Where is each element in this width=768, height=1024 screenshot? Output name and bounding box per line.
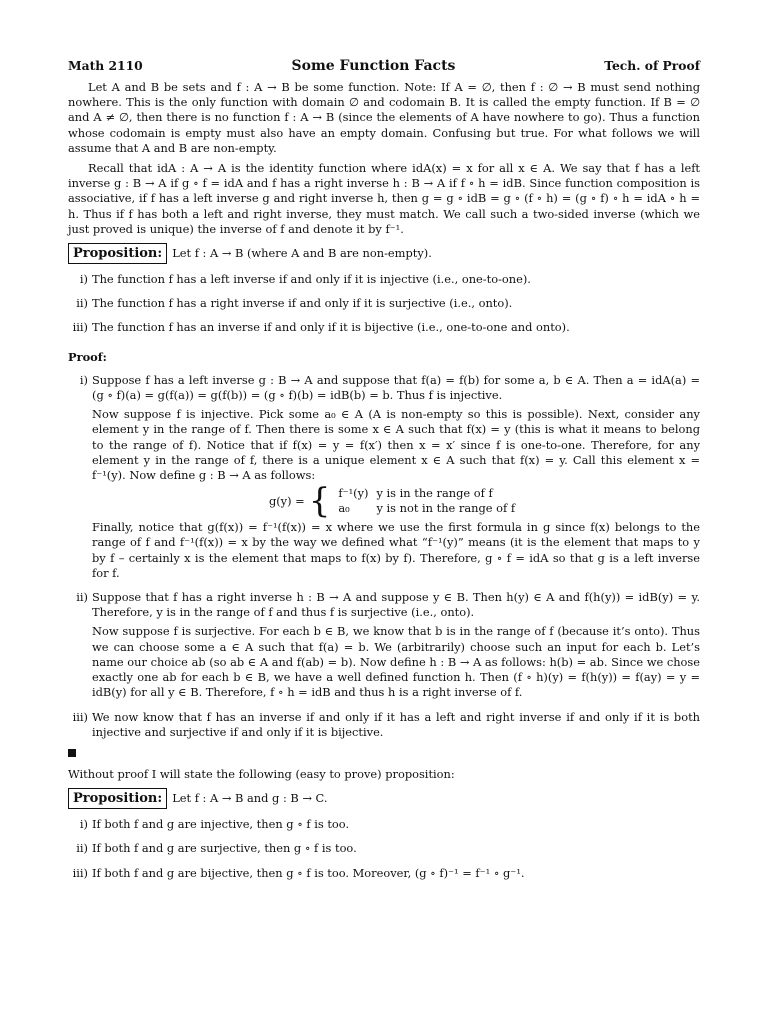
proof-paragraph: Now suppose f is surjective. For each b ∈ B, we know that b is in the range of f (because it’s onto). Thus we can choose some a ∈ A such that f(a) = b. We (arbitrarily) choose such an input for each b. Let’s name our choice ab (so ab ∈ A and f(ab) = b). Now define h : B → A as follows: h(b) = ab. Since we chose exactly one ab for each b ∈ B, we have a well defined function h. Then (f ∘ h)(y) = f(h(y)) = f(ay) = y = idB(y) for all y ∈ B. Therefore, f ∘ h = idB and thus h is a right inverse of f. (92, 624, 700, 700)
case-condition: y is in the range of f (376, 486, 493, 501)
list-item (68, 841, 700, 856)
intro-paragraph-1: Let A and B be sets and f : A → B be some function. Note: If A = ∅, then f : ∅ → B must send nothing nowhere. This is the only function with domain ∅ and codomain B. It is called the empty function. If B = ∅ and A ≠ ∅, then there is no function f : A → B (since the elements of A have nowhere to go). Thus a function whose codomain is empty must also have an empty domain. Confusing but true. For what follows we will assume that A and B are non-empty. (68, 80, 700, 155)
item-text: If both f and g are surjective, then g ∘ f is too. (92, 841, 357, 856)
case-condition: y is not in the range of f (376, 501, 516, 516)
item-marker: i) (79, 272, 88, 287)
item-marker: ii) (76, 841, 88, 856)
list-item (68, 296, 700, 311)
proof-heading: Proof: (68, 349, 107, 364)
proposition-label: Proposition: (68, 788, 167, 809)
item-text: The function f has an inverse if and only if it is bijective (i.e., one-to-one and onto). (92, 320, 570, 335)
piecewise-definition (92, 481, 700, 522)
proof-paragraph: Now suppose f is injective. Pick some a₀ ∈ A (A is non-empty so this is possible). Next, consider any element y in the range of f. Then there is some x ∈ A such that f(x) = y (this is what it means to belong to the range of f). Notice that if f(x) = y = f(x′) then x = x′ since f is one-to-one. Therefore, for any element y in the range of f, there is a unique element x ∈ A such that f(x) = y. Call this element x = f⁻¹(y). Now define g : B → A as follows: (92, 407, 700, 483)
list-item (68, 866, 700, 881)
item-marker: ii) (76, 296, 88, 311)
item-marker: i) (79, 372, 88, 387)
intro-paragraph-2: Recall that idA : A → A is the identity function where idA(x) = x for all x ∈ A. We say that f has a left inverse g : B → A if g ∘ f = idA and f has a right inverse h : B → A if f ∘ h = idB. Since function composition is associative, if f has a left inverse g and right inverse h, then g = g ∘ idB = g ∘ (f ∘ h) = (g ∘ f) ∘ h = idA ∘ h = h. Thus if f has both a left and right inverse, they must match. We call such a two-sided inverse (which we just proved is unique) the inverse of f and denote it by f⁻¹. (68, 161, 700, 236)
proposition-2-items (68, 817, 700, 881)
item-marker: iii) (72, 865, 88, 880)
proof-paragraph: Finally, notice that g(f(x)) = f⁻¹(f(x)) = x where we use the first formula in g since f(x) belongs to the range of f and f⁻¹(f(x)) = x by the way we defined what “f⁻¹(y)” means (it is the element that maps to y by f – certainly x is the element that maps to f(x) by f). Therefore, g ∘ f = idA so that g is a left inverse for f. (92, 520, 700, 580)
cases-lhs: g(y) = (268, 493, 305, 508)
proposition-statement: Let f : A → B (where A and B are non-empty). (172, 245, 432, 260)
proof-part-iii (68, 710, 700, 740)
proposition-2 (68, 788, 700, 809)
proposition-1 (68, 243, 700, 264)
page-header (68, 58, 700, 78)
proposition-statement: Let f : A → B and g : B → C. (172, 791, 328, 805)
item-marker: iii) (72, 709, 88, 724)
case-value: f⁻¹(y) (338, 486, 369, 501)
proposition-label: Proposition: (68, 243, 167, 264)
course-title: Tech. of Proof (604, 58, 700, 73)
proof-paragraph: Suppose that f has a right inverse h : B → A and suppose y ∈ B. Then h(y) ∈ A and f(h(y)) = idB(y) = y. Therefore, y is in the range of f and thus f is surjective (i.e., onto). (92, 590, 700, 620)
item-text: The function f has a left inverse if and only if it is injective (i.e., one-to-one). (92, 272, 531, 287)
item-marker: iii) (72, 320, 88, 335)
qed-square-icon (68, 749, 76, 757)
item-text: If both f and g are bijective, then g ∘ f is too. Moreover, (g ∘ f)⁻¹ = f⁻¹ ∘ g⁻¹. (92, 865, 525, 880)
proof-part-i (68, 373, 700, 581)
proof-list (68, 373, 700, 740)
left-brace-icon: { (308, 481, 331, 522)
item-marker: ii) (76, 590, 88, 605)
course-number: Math 2110 (68, 58, 143, 73)
proposition-1-items (68, 272, 700, 336)
list-item (68, 817, 700, 832)
list-item (68, 320, 700, 335)
case-value: a₀ (338, 501, 350, 516)
transition-text: Without proof I will state the following (easy to prove) proposition: (68, 766, 455, 781)
proof-paragraph: Suppose f has a left inverse g : B → A and suppose that f(a) = f(b) for some a, b ∈ A. Then a = idA(a) = (g ∘ f)(a) = g(f(a)) = g(f(b)) = (g ∘ f)(b) = idB(b) = b. Thus f is injective. (92, 372, 700, 403)
item-text: The function f has a right inverse if and only if it is surjective (i.e., onto). (92, 296, 513, 311)
document-page (68, 58, 700, 890)
item-marker: i) (79, 817, 88, 832)
cases-table (338, 486, 523, 516)
list-item (68, 272, 700, 287)
document-title: Some Function Facts (291, 58, 456, 74)
proof-paragraph: We now know that f has an inverse if and only if it has a left and right inverse if and only if it is both injective and surjective if and only if it is bijective. (92, 709, 700, 739)
proof-part-ii (68, 590, 700, 700)
item-text: If both f and g are injective, then g ∘ f is too. (92, 817, 350, 832)
